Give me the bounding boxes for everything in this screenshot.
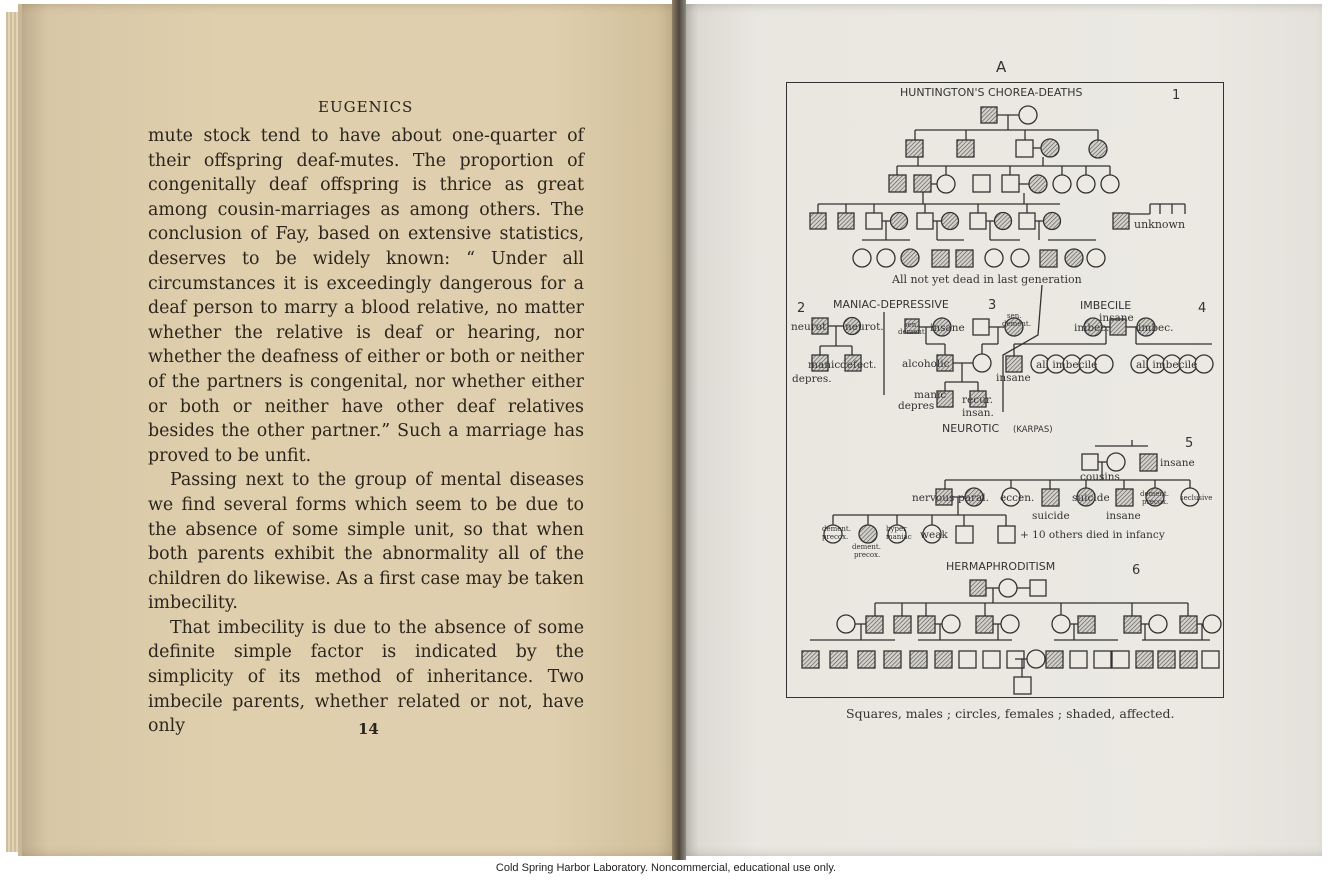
label-insane: insane [930, 322, 965, 334]
paragraph: Passing next to the group of mental diseases we find several forms which seem to be due to the absence of some simple unit, so that when both parents exhibit the abnormality all of the children do likewise. As a first case may be taken imbecility. [148, 470, 584, 614]
label-insane: insane [996, 372, 1031, 384]
chart-4-number: 4 [1198, 301, 1207, 316]
label-maniac: maniac [886, 533, 912, 541]
label-suicide: suicide [1032, 510, 1070, 522]
label-depres: depres. [792, 373, 832, 385]
label-cousins: cousins [1080, 471, 1120, 483]
chart-6-title: HERMAPHRODITISM [946, 560, 1056, 573]
running-head: EUGENICS [318, 98, 414, 116]
chart-5-number: 5 [1185, 436, 1194, 451]
label-eccen: eccen. [1000, 492, 1035, 504]
label-precox: precox. [1142, 498, 1169, 506]
label-weak: weak [920, 529, 948, 541]
label-suicide: suicide [1072, 492, 1110, 504]
label-paral: paral. [958, 492, 989, 504]
label-recur: recur. [962, 394, 994, 406]
label-manic: manic [914, 389, 947, 401]
paragraph: That imbecility is due to the absence of some definite simple factor is indicated by the simplicity of its method of inheritance. Two imbecile parents, whether related or not, have only [148, 617, 584, 737]
pedigree-chart-huntington [810, 106, 1185, 267]
label-dement: dement. [898, 328, 927, 336]
label-died-in-infancy: + 10 others died in infancy [1020, 529, 1165, 541]
label-insane: insane [1099, 312, 1134, 324]
label-manic: manic [808, 359, 841, 371]
label-sen: sen. [904, 321, 919, 329]
label-all-imbecile: all imbecile [1036, 359, 1098, 371]
label-depres: depres [898, 400, 935, 412]
label-nervous: nervous [912, 492, 955, 504]
label-neurot: neurot. [845, 321, 884, 333]
label-precox: precox. [854, 551, 881, 559]
chart-1-title: HUNTINGTON'S CHOREA-DEATHS [900, 86, 1083, 99]
chart-3-title: NEUROTIC [942, 422, 1000, 435]
chart-1-number: 1 [1172, 88, 1181, 103]
label-precox: precox. [822, 533, 849, 541]
paragraph: mute stock tend to have about one-quarter of their offspring deaf-mutes. The proportion of congenitally deaf offspring is thrice as great among cousin-marriages as among others. The conclusion of Fay, based on extensive statistics, deserves to be widely known: “ Under all circumstances it is exceedingly dangerous for a deaf person to marry a blood relative, no matter whether the relative is deaf or hearing, nor whether the deafness of either or both or neither of the partners is congenital, nor whether either or both or neither have other deaf relatives besides the other partner.” Such a marriage has proved to be unfit. [148, 126, 584, 466]
chart-2-number: 2 [797, 301, 806, 316]
chart-1-note: All not yet dead in last generation [892, 273, 1082, 286]
chart-3-number: 3 [988, 298, 997, 313]
label-insane: insane [1106, 510, 1141, 522]
label-seclusive: seclusive [1180, 494, 1213, 502]
label-sen: sen. [1007, 312, 1022, 320]
plate-letter: A [996, 58, 1007, 76]
chart-6-number: 6 [1132, 563, 1141, 578]
label-alcoholic: alcoholic [902, 358, 950, 370]
label-dement: dement. [1002, 320, 1031, 328]
label-dement: dement. [852, 543, 881, 551]
label-insane: insane [1160, 457, 1195, 469]
label-imbec: imbec. [1138, 322, 1174, 334]
label-dement: dement. [1140, 490, 1169, 498]
chart-2-title: MANIAC-DEPRESSIVE [833, 298, 949, 311]
chart-3-source: (KARPAS) [1013, 425, 1053, 435]
label-dement: dement. [822, 525, 851, 533]
credit-line: Cold Spring Harbor Laboratory. Noncommercial, educational use only. [495, 862, 837, 874]
label-all-imbecile: all imbecile [1136, 359, 1198, 371]
label-unknown: unknown [1134, 218, 1186, 231]
label-insan: insan. [962, 407, 994, 419]
page-number: 14 [358, 720, 379, 738]
label-hyper: hyper [886, 525, 907, 533]
label-imbec: imbec. [1074, 322, 1110, 334]
label-defect: defect. [840, 359, 877, 371]
plate-caption: Squares, males ; circles, females ; shaded, affected. [846, 706, 1175, 721]
label-neurot: neurot. [791, 321, 830, 333]
pedigree-chart-hermaphroditism [802, 579, 1221, 694]
chart-4-title: IMBECILE [1080, 299, 1132, 312]
